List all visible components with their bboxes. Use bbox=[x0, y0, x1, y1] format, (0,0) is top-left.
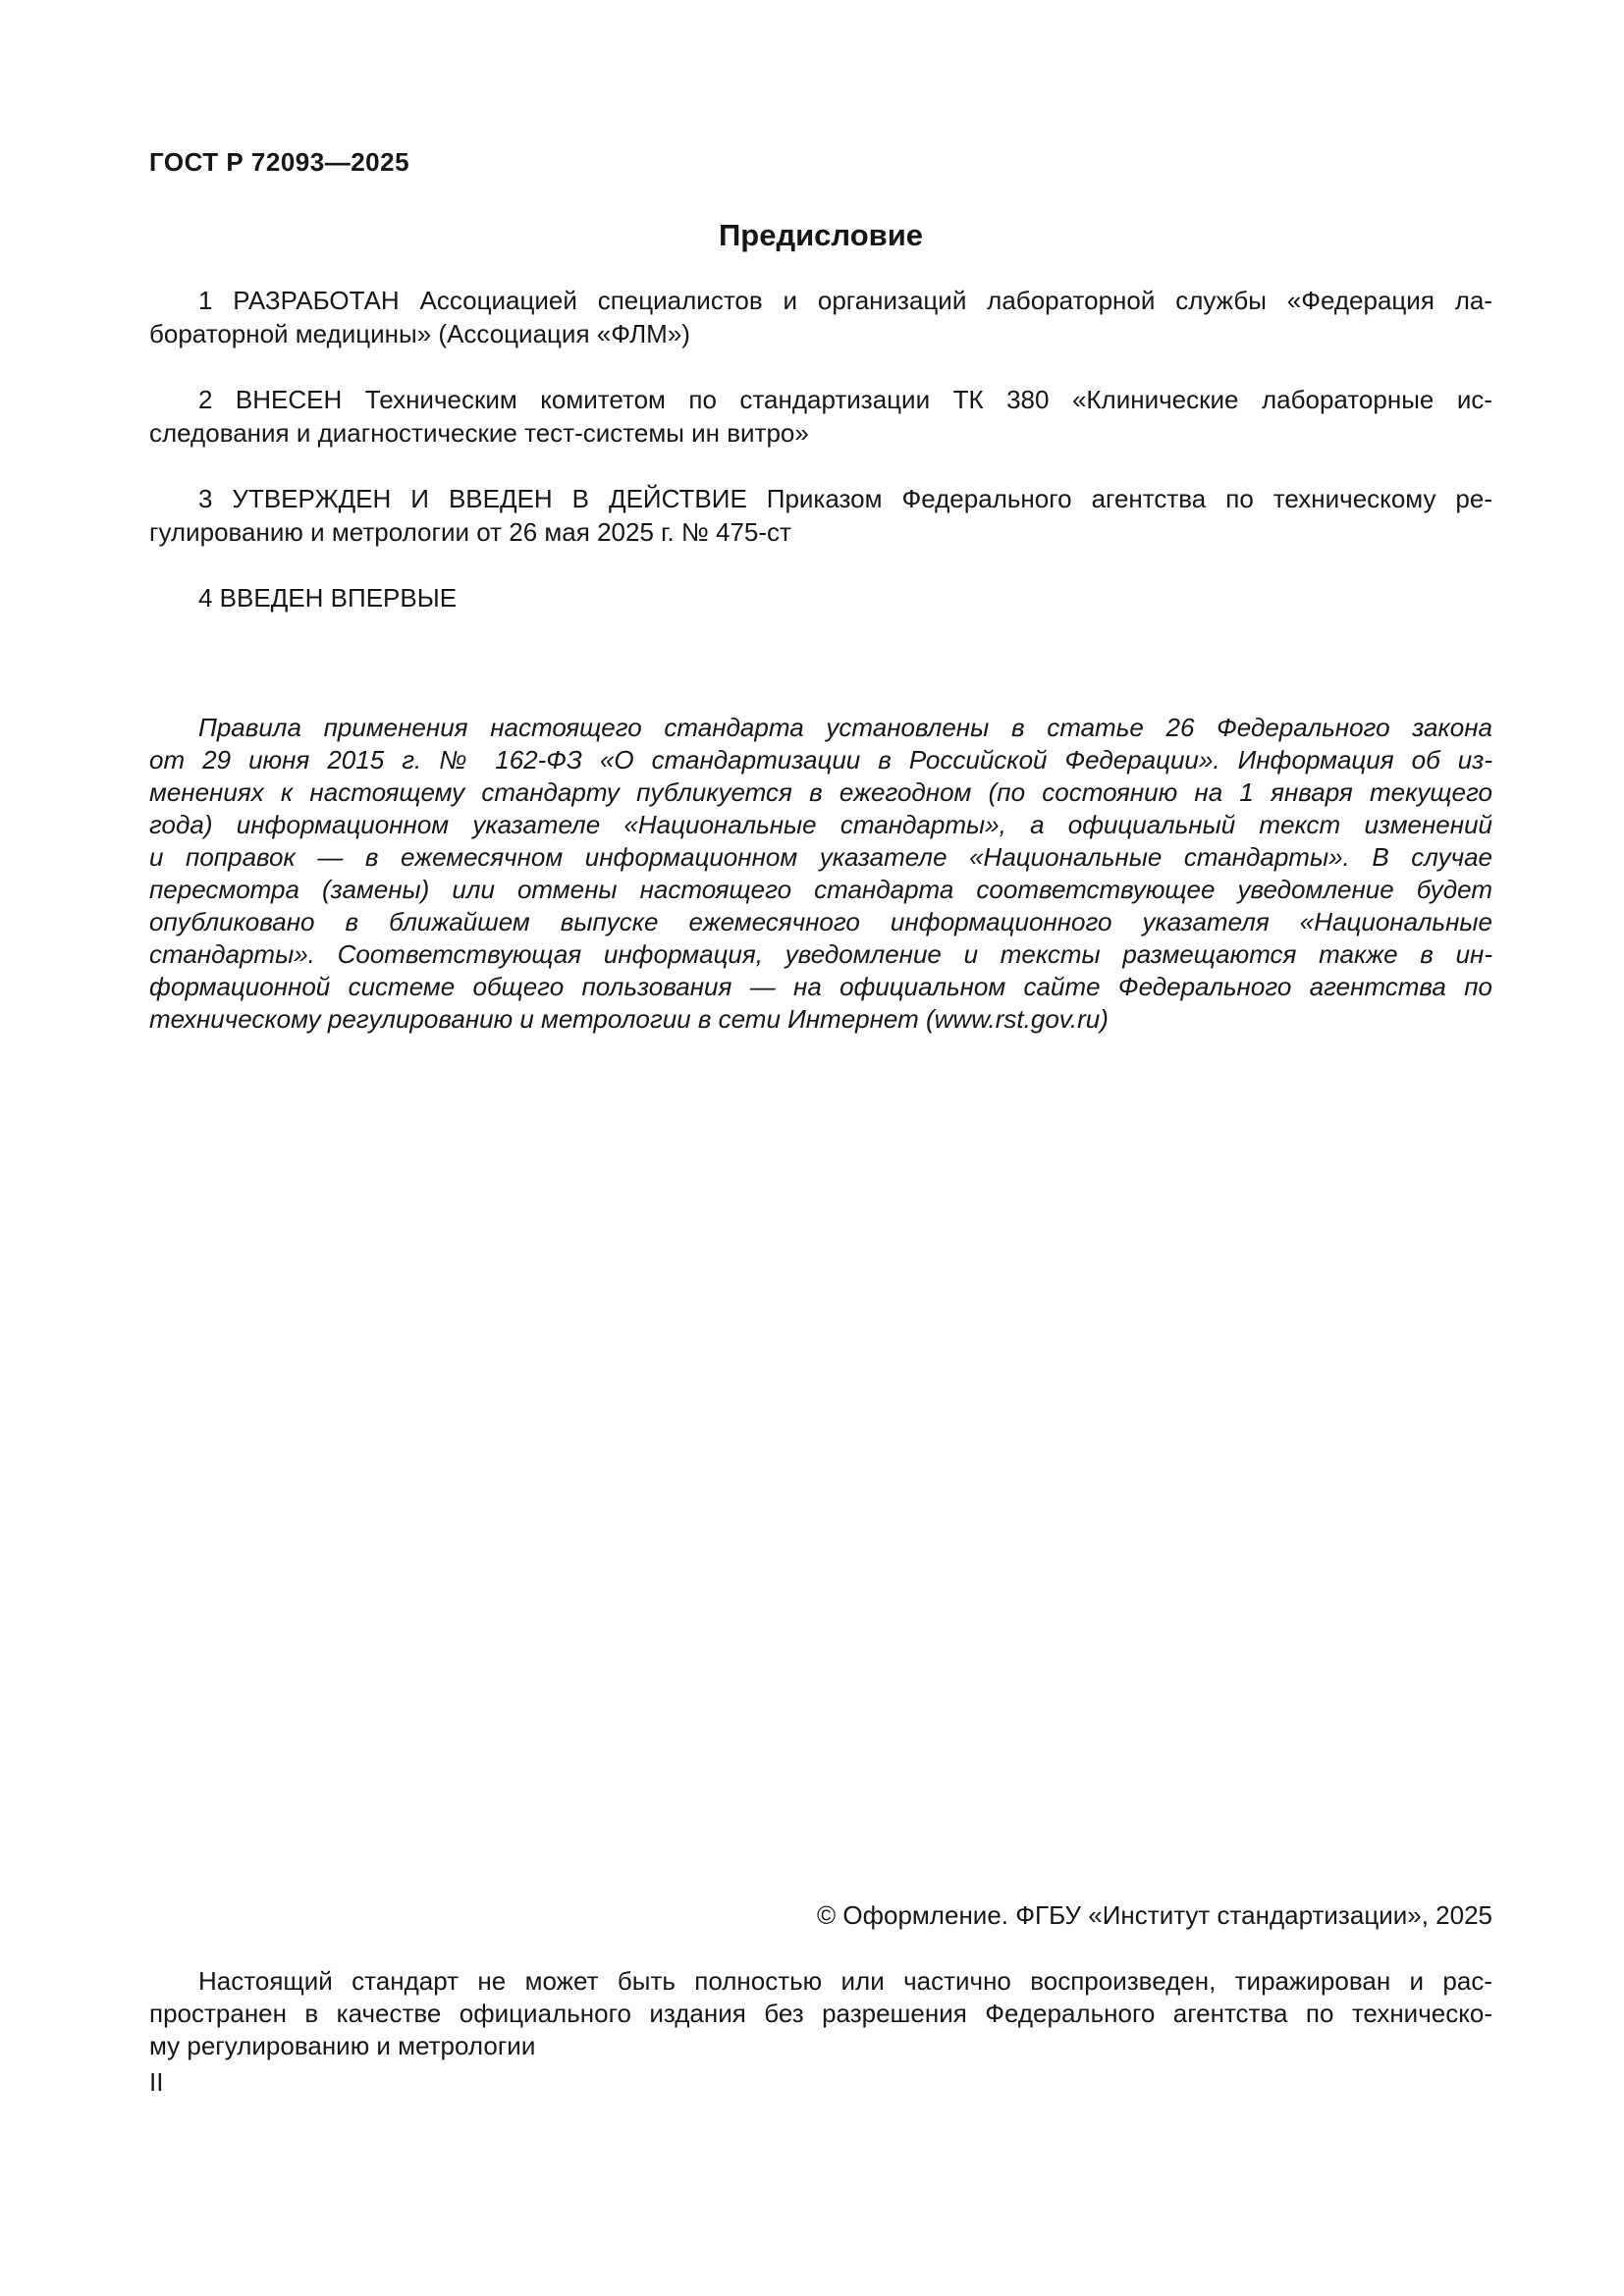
text-line: 2 ВНЕСЕН Техническим комитетом по стандартизации ТК 380 «Клинические лабораторные ис- bbox=[198, 385, 1492, 414]
foreword-clauses bbox=[149, 284, 1492, 647]
text-line: года) информационном указателе «Национальные стандарты», а официальный текст изменений bbox=[149, 810, 1492, 839]
text-line: пространен в качестве официального издания без разрешения Федерального агентства по техническо- bbox=[149, 1999, 1492, 2028]
clause-first-introduced bbox=[149, 581, 1492, 614]
standard-designation: ГОСТ Р 72093—2025 bbox=[149, 147, 410, 177]
application-rules-note bbox=[149, 712, 1492, 1036]
text-line: гулированию и метрологии от 26 мая 2025 г. № 475-ст bbox=[149, 517, 791, 547]
page-title: Предисловие bbox=[718, 218, 923, 252]
clause-submitted bbox=[149, 383, 1492, 450]
clause-approved bbox=[149, 482, 1492, 549]
text-line: бораторной медицины» (Ассоциация «ФЛМ») bbox=[149, 319, 690, 348]
text-line: стандарты». Соответствующая информация, уведомление и тексты размещаются также в ин- bbox=[149, 939, 1492, 969]
text-line: Настоящий стандарт не может быть полностью или частично воспроизведен, тиражирован и рас- bbox=[198, 1966, 1492, 1996]
text-line: формационной системе общего пользования — на официальном сайте Федерального агентства по bbox=[149, 972, 1492, 1001]
text-line: техническому регулированию и метрологии в сети Интернет (www.rst.gov.ru) bbox=[149, 1004, 1109, 1034]
copyright-line: © Оформление. ФГБУ «Институт стандартизации», 2025 bbox=[817, 1900, 1492, 1930]
text-line: 4 ВВЕДЕН ВПЕРВЫЕ bbox=[198, 583, 458, 613]
text-line: пересмотра (замены) или отмены настоящего стандарта соответствующее уведомление будет bbox=[149, 875, 1492, 904]
text-line: и поправок — в ежемесячном информационном указателе «Национальные стандарты». В случае bbox=[149, 842, 1492, 872]
text-line: менениях к настоящему стандарту публикуется в ежегодном (по состоянию на 1 января текущего bbox=[149, 777, 1492, 807]
page-number: II bbox=[149, 2067, 164, 2097]
text-line: следования и диагностические тест-системы ин витро» bbox=[149, 418, 809, 448]
clause-developed bbox=[149, 284, 1492, 350]
text-line: Правила применения настоящего стандарта установлены в статье 26 Федерального закона bbox=[198, 713, 1492, 742]
text-line: опубликовано в ближайшем выпуске ежемесячного информационного указателя «Национальные bbox=[149, 907, 1492, 936]
text-line: от 29 июня 2015 г. № 162-ФЗ «О стандартизации в Российской Федерации». Информация об из- bbox=[149, 745, 1492, 774]
text-line: 1 РАЗРАБОТАН Ассоциацией специалистов и организаций лабораторной службы «Федерация ла- bbox=[198, 286, 1492, 315]
reproduction-restriction-note bbox=[149, 1965, 1492, 2062]
text-line: му регулированию и метрологии bbox=[149, 2031, 536, 2060]
text-line: 3 УТВЕРЖДЕН И ВВЕДЕН В ДЕЙСТВИЕ Приказом Федерального агентства по техническому ре- bbox=[198, 484, 1492, 513]
